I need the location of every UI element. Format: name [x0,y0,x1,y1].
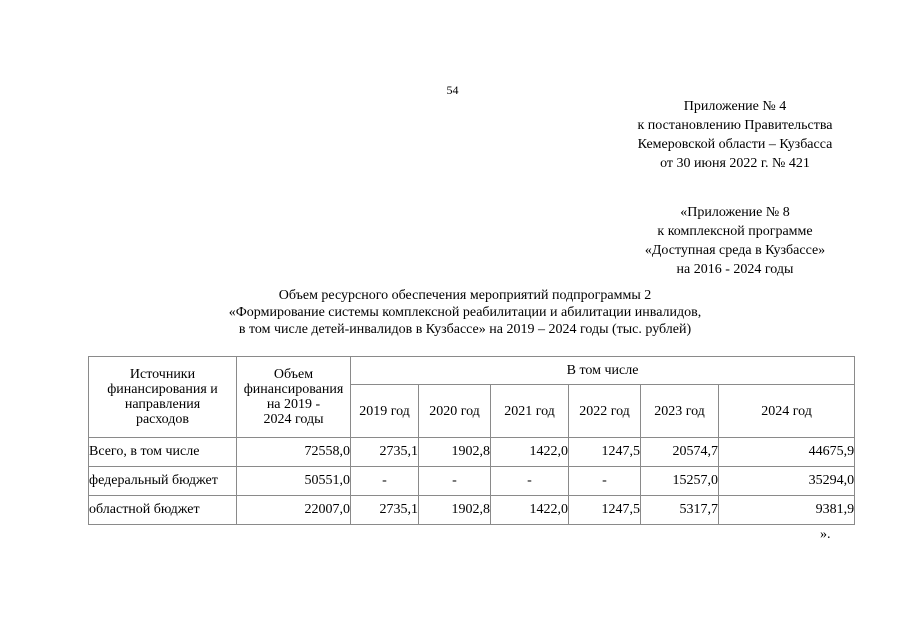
appendix-8-header [610,203,860,279]
cell-total: 50551,0 [237,467,351,496]
cell-value: 5317,7 [641,496,719,525]
header-year: 2020 год [419,385,491,438]
cell-value: 20574,7 [641,438,719,467]
row-label: федеральный бюджет [89,467,237,496]
cell-value: 15257,0 [641,467,719,496]
cell-value: 44675,9 [719,438,855,467]
cell-value: - [419,467,491,496]
header-year: 2019 год [351,385,419,438]
cell-value: 1247,5 [569,496,641,525]
header-year: 2024 год [719,385,855,438]
header-year: 2022 год [569,385,641,438]
appendix-4-header [605,97,865,173]
appendix-4-line: Кемеровской области – Кузбасса [637,137,833,152]
cell-value: 1902,8 [419,496,491,525]
cell-total: 22007,0 [237,496,351,525]
cell-value: 1422,0 [491,496,569,525]
appendix-4-line: от 30 июня 2022 г. № 421 [660,156,810,171]
financing-table [88,356,855,525]
page-number: 54 [446,83,459,97]
document-title [110,287,820,338]
appendix-4-line: Приложение № 4 [683,99,787,114]
cell-value: - [569,467,641,496]
header-year: 2023 год [641,385,719,438]
row-label: Всего, в том числе [89,438,237,467]
table-row [89,496,855,525]
cell-value: 35294,0 [719,467,855,496]
cell-value: 1247,5 [569,438,641,467]
cell-value: - [351,467,419,496]
title-line: в том числе детей-инвалидов в Кузбассе» на 2019 – 2024 годы (тыс. рублей) [238,322,692,337]
appendix-8-line: «Приложение № 8 [680,205,790,220]
row-label: областной бюджет [89,496,237,525]
header-year: 2021 год [491,385,569,438]
appendix-4-line: к постановлению Правительства [637,118,833,133]
header-volume: Объем финансирования на 2019 - 2024 годы [237,357,351,438]
table-row [89,438,855,467]
header-source: Источники финансирования и направления расходов [89,357,237,438]
cell-value: 9381,9 [719,496,855,525]
appendix-8-line: «Доступная среда в Кузбассе» [644,243,826,258]
cell-value: 2735,1 [351,496,419,525]
header-including: В том числе [351,357,855,385]
title-line: Объем ресурсного обеспечения мероприятий подпрограммы 2 [278,288,652,303]
cell-total: 72558,0 [237,438,351,467]
cell-value: 1902,8 [419,438,491,467]
title-line: «Формирование системы комплексной реабилитации и абилитации инвалидов, [228,305,702,320]
cell-value: 2735,1 [351,438,419,467]
cell-value: 1422,0 [491,438,569,467]
closing-mark: ». [820,527,831,542]
appendix-8-line: на 2016 - 2024 годы [676,262,794,277]
cell-value: - [491,467,569,496]
table-row [89,467,855,496]
appendix-8-line: к комплексной программе [657,224,813,239]
